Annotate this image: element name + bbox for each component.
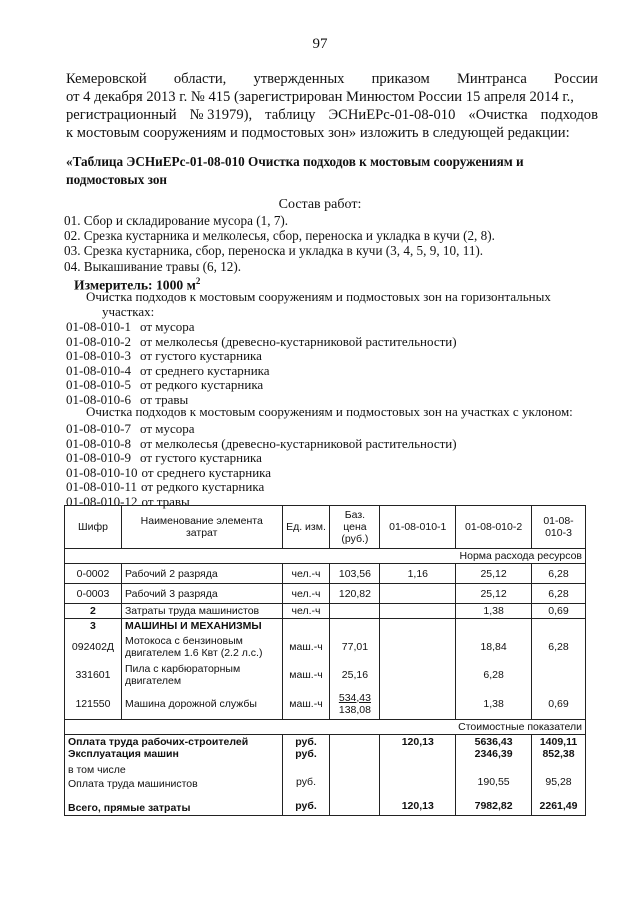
work-item: 03. Срезка кустарника, сбор, переноска и укладка в кучи (3, 4, 5, 9, 10, 11). (64, 243, 484, 259)
table-row: 0-0003 Рабочий 3 разряда чел.-ч 120,82 25,12 6,28 (65, 584, 586, 604)
code-row: 01-08-010-1 от мусора (66, 319, 195, 334)
col-header-v1: 01-08-010-1 (380, 506, 456, 549)
price-cell: 534,43 138,08 (330, 689, 380, 719)
table-row: 2 Затраты труда машинистов чел.-ч 1,38 0,69 (65, 604, 586, 619)
page-number: 97 (312, 36, 328, 52)
table-title: «Таблица ЭСНиЕРс-01-08-010 Очистка подходов к мостовым сооружениям и подмостовых зон (66, 154, 524, 187)
code-row: 01-08-010-2 от мелколесья (древесно-кустарниковой растительности) (66, 333, 457, 349)
col-header-unit: Ед. изм. (282, 506, 330, 549)
totals-row (65, 734, 586, 815)
intro-line-1: Кемеровской области, утвержденных приказом Минтранса России (66, 71, 598, 87)
table-row: 121550 Машина дорожной службы маш.-ч 534,43 138,08 1,38 0,69 (65, 689, 586, 719)
norma-row (65, 549, 586, 564)
code-row: 01-08-010-11 от редкого кустарника (66, 479, 265, 495)
horizontal-heading: Очистка подходов к мостовым сооружениям и подмостовых зон на горизонтальных участках: (86, 289, 551, 319)
meter-line: Измеритель: 1000 $м^2$ (74, 276, 201, 293)
code-row: 01-08-010-12 от травы (66, 493, 190, 509)
resource-table (64, 505, 586, 816)
slope-heading: Очистка подходов к мостовым сооружениям и подмостовых зон на участках с уклоном: (86, 404, 573, 419)
col-header-v2: 01-08-010-2 (456, 506, 532, 549)
code-row: 01-08-010-3 от густого кустарника (66, 348, 262, 364)
col-header-v3: 01-08-010-3 (532, 506, 586, 549)
table-row: 092402Д Мотокоса с бензиновым двигателем 1.6 Квт (2.2 л.с.) маш.-ч 77,01 18,84 6,28 (65, 633, 586, 661)
code-row: 01-08-010-7 от мусора (66, 421, 195, 436)
works-list (64, 213, 495, 274)
work-item: 02. Срезка кустарника и мелколесья, сбор, переноска и укладка в кучи (2, 8). (64, 228, 495, 244)
table-row: 0-0002 Рабочий 2 разряда чел.-ч 103,56 1,16 25,12 6,28 (65, 564, 586, 584)
totals-v2: 5636,43 2346,39 190,55 7982,82 (456, 734, 532, 815)
cost-row (65, 719, 586, 734)
totals-units: руб. руб. руб. руб. (282, 734, 330, 815)
work-item: 04. Выкашивание травы (6, 12). (64, 258, 242, 274)
slope-codes (66, 422, 457, 510)
code-row: 01-08-010-9 от густого кустарника (66, 450, 262, 466)
col-header-code: Шифр (65, 506, 122, 549)
table-header-row (65, 506, 586, 549)
code-row: 01-08-010-10 от среднего кустарника (66, 464, 272, 480)
totals-v3: 1409,11 852,38 95,28 2261,49 (532, 734, 586, 815)
horizontal-codes (66, 320, 457, 408)
table-row: 331601 Пила с карбюраторным двигателем маш.-ч 25,16 6,28 (65, 661, 586, 689)
code-row: 01-08-010-5 от редкого кустарника (66, 377, 264, 393)
intro-paragraph (66, 70, 598, 142)
intro-line-4: к мостовым сооружениям и подмостовых зон» изложить в следующей редакции: (66, 125, 570, 141)
cost-label: Стоимостные показатели (65, 719, 586, 734)
totals-v1: 120,13 120,13 (380, 734, 456, 815)
col-header-name: Наименование элемента затрат (121, 506, 282, 549)
code-row: 01-08-010-4 от среднего кустарника (66, 362, 270, 378)
code-row: 01-08-010-6 от травы (66, 391, 189, 407)
code-row: 01-08-010-8 от мелколесья (древесно-кустарниковой растительности) (66, 435, 457, 451)
work-item: 01. Сбор и складирование мусора (1, 7). (64, 213, 289, 228)
table-row-section: 3 МАШИНЫ И МЕХАНИЗМЫ (65, 619, 586, 634)
totals-labels: Оплата труда рабочих-строителей Эксплуатация машин в том числе Оплата труда машинистов Всего, прямые затраты (65, 734, 283, 815)
sostav-label: Состав работ: (278, 197, 362, 212)
intro-line-2: от 4 декабря 2013 г. № 415 (зарегистрирован Минюстом России 15 апреля 2014 г., (66, 89, 574, 105)
intro-line-3: регистрационный № 31979), таблицу ЭСНиЕРс-01-08-010 «Очистка подходов (66, 107, 598, 123)
col-header-price: Баз. цена (руб.) (330, 506, 380, 549)
totals-price-empty (330, 734, 380, 815)
norma-label: Норма расхода ресурсов (65, 549, 586, 564)
